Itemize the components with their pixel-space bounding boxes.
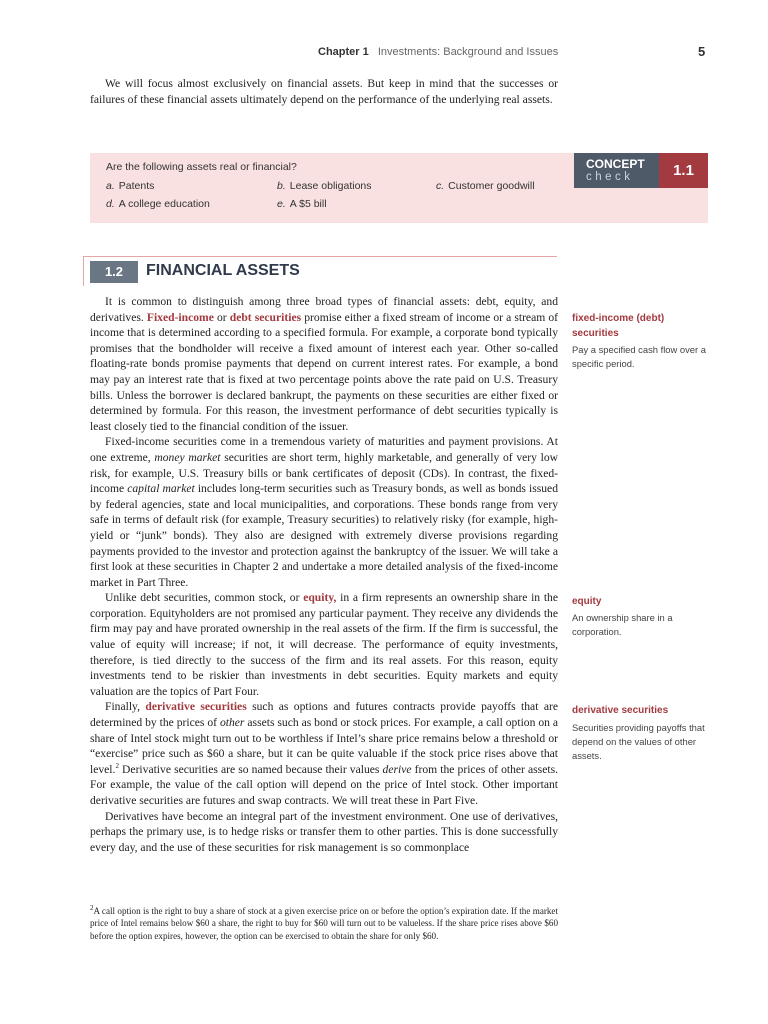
intro-text: We will focus almost exclusively on financial assets. But keep in mind that the successes or failures of these financial assets ultimately depend on the performance of the underlying real assets. bbox=[90, 77, 558, 106]
margin-term-fixed-income: fixed-income (debt) securities bbox=[572, 313, 665, 339]
section-rule-left bbox=[83, 256, 84, 286]
page-number: 5 bbox=[698, 44, 706, 59]
item-letter: c. bbox=[436, 180, 445, 192]
margin-def-derivative: Securities providing payoffs that depend on the values of other assets. bbox=[572, 722, 705, 761]
item-letter: a. bbox=[106, 180, 115, 192]
paragraph-3: Unlike debt securities, common stock, or equity, in a firm represents an ownership share in the corporation. Equityholders are not promised any particular payment. They receive any dividends the firm may pay and have prorated ownership in the real assets of the firm. If the firm is successful, the value of equity will increase; if not, it will decrease. The performance of equity investments, therefore, is tied directly to the success of the firm and its real assets. For this reason, equity investments tend to be riskier than investments in debt securities. Equity markets and equity valuation are the topics of Part Four. bbox=[90, 591, 558, 698]
intro-paragraph bbox=[90, 76, 558, 107]
running-header bbox=[318, 46, 558, 58]
concept-check-label bbox=[574, 153, 659, 188]
paragraph-4: Finally, derivative securities such as options and futures contracts provide payoffs that are determined by the prices of other assets such as bond or stock prices. For example, a call option on a share of Intel stock might turn out to be worthless if Intel’s share price remains below a threshold or “exercise” price such as $60 a share, but it can be quite valuable if the stock price rises above that level.$^2$ Derivative securities are so named because their values derive from the prices of other assets. For example, the value of the call option will depend on the price of Intel stock. Other important derivative securities are futures and swap contracts. We will treat these in Part Five. bbox=[90, 700, 559, 807]
margin-def-fixed-income: Pay a specified cash flow over a specific period. bbox=[572, 344, 706, 369]
concept-label-bottom: check bbox=[586, 171, 634, 183]
footnote-number: 2 bbox=[90, 903, 94, 912]
concept-item-e bbox=[277, 198, 327, 210]
keyword-debt-securities: debt securities bbox=[229, 310, 302, 324]
item-letter: b. bbox=[277, 180, 286, 192]
keyword-fixed-income: Fixed-income bbox=[146, 310, 214, 324]
item-text: A $5 bill bbox=[289, 198, 327, 210]
section-rule-top bbox=[83, 256, 557, 257]
body-text bbox=[90, 294, 558, 855]
keyword-derivative-securities: derivative securities bbox=[145, 700, 247, 714]
concept-check-number: 1.1 bbox=[659, 153, 708, 188]
paragraph-5: Derivatives have become an integral part of the investment environment. One use of derivatives, perhaps the primary use, is to hedge risks or transfer them to other parties. This is done successfully every day, and the use of these securities for risk management is so commonplace bbox=[90, 809, 558, 854]
margin-def-equity: An ownership share in a corporation. bbox=[572, 612, 673, 637]
concept-item-b bbox=[277, 180, 372, 192]
keyword-equity: equity, bbox=[303, 591, 337, 605]
concept-item-c bbox=[436, 180, 535, 192]
section-number: 1.2 bbox=[90, 261, 138, 283]
item-letter: d. bbox=[106, 198, 115, 210]
concept-check-question: Are the following assets real or financial? bbox=[106, 161, 297, 173]
footnote bbox=[90, 905, 558, 942]
chapter-title: Investments: Background and Issues bbox=[377, 46, 559, 58]
concept-label-top: CONCEPT bbox=[586, 157, 645, 171]
paragraph-2: Fixed-income securities come in a tremendous variety of maturities and payment provisions. At one extreme, money market securities are short term, highly marketable, and generally of very low risk, for example, U.S. Treasury bills or bank certificates of deposit (CDs). In contrast, the fixed-income capital market includes long-term securities such as Treasury bonds, as well as bonds issued by federal agencies, state and local municipalities, and corporations. These bonds range from very safe in terms of default risk (for example, Treasury securities) to relatively risky (for example, high-yield or “junk” bonds). They also are designed with extremely diverse provisions regarding payments provided to the investor and protection against the bankruptcy of the issuer. We will take a first look at these securities in Chapter 2 and undertake a more detailed analysis of the fixed-income market in Part Three. bbox=[90, 435, 558, 589]
section-title: FINANCIAL ASSETS bbox=[146, 262, 300, 279]
item-letter: e. bbox=[277, 198, 286, 210]
footnote-ref: 2 bbox=[115, 761, 119, 770]
chapter-label: Chapter 1 bbox=[318, 46, 369, 58]
concept-item-a bbox=[106, 180, 154, 192]
paragraph-1: It is common to distinguish among three broad types of financial assets: debt, equity, and derivatives. Fixed-income or debt securities promise either a fixed stream of income or a stream of income that is determined according to a specified formula. For example, a corporate bond typically promises that the bondholder will receive a fixed amount of interest each year. Other so-called floating-rate bonds promise payments that depend on current interest rates. For example, a bond may pay an interest rate that is fixed at two percentage points above the rate paid on U.S. Treasury bills. Unless the borrower is declared bankrupt, the payments on these securities are either fixed or determined by formula. For this reason, the investment performance of debt securities typically is least closely tied to the financial condition of the issuer. bbox=[90, 295, 559, 433]
item-text: A college education bbox=[118, 198, 210, 210]
footnote-text: A call option is the right to buy a share of stock at a given exercise price on or before the option’s expiration date. If the market price of Intel remains below $60 a share, the right to buy for $60 will turn out to be valueless. If the share price rises above $60 before the option expires, however, the option can be exercised to obtain the share for only $60. bbox=[90, 906, 558, 941]
concept-item-d bbox=[106, 198, 210, 210]
item-text: Customer goodwill bbox=[448, 180, 535, 192]
margin-term-derivative: derivative securities bbox=[572, 705, 669, 716]
item-text: Patents bbox=[118, 180, 155, 192]
item-text: Lease obligations bbox=[289, 180, 372, 192]
margin-term-equity: equity bbox=[572, 596, 602, 607]
